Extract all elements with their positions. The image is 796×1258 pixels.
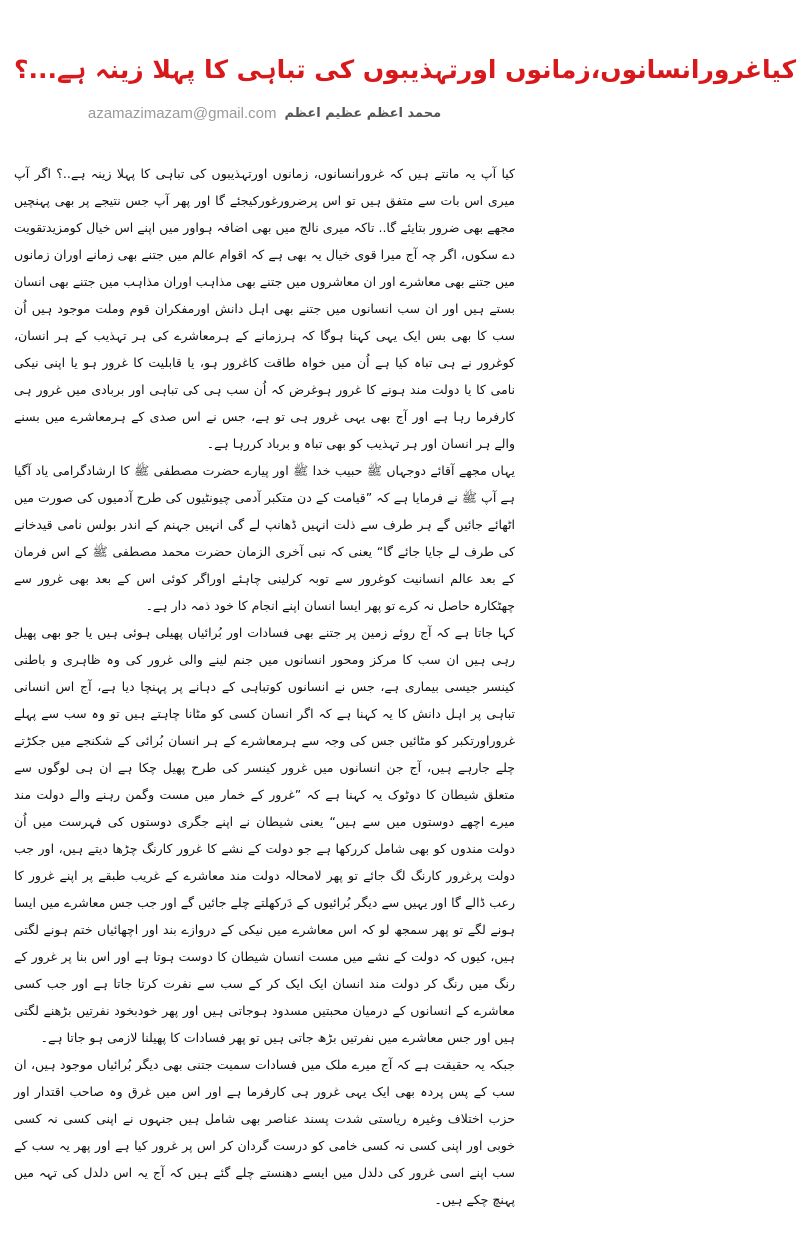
paragraph: یہاں مجھے آقائے دوجہاں ﷺ حبیب خدا ﷺ اور پیارے حضرت مصطفی ﷺ کا ارشادگرامی یاد آگیا ہے آپ ﷺ نے فرمایا ہے کہ ”قیامت کے دن متکبر آدمی چیونٹیوں کی طرح آدمیوں کی صورت میں اٹھائے جائیں گے ہر طرف سے ذلت انہیں ڈھانپ لے گی انہیں جہنم کے اندر بولس نامی قیدخانے کی طرف لے جایا جائے گا“ یعنی کہ نبی آخری الزمان حضرت محمد مصطفی ﷺ کے اس فرمان کے بعد عالم انسانیت کوغرور سے توبہ کرلینی چاہئے اوراگر کوئی اس کے بعد بھی غرور سے چھٹکارہ حاصل نہ کرے تو پھر ایسا انسان اپنے انجام کا خود ذمہ دار ہے۔ (14, 463, 515, 613)
paragraph: کیا آپ یہ مانتے ہیں کہ غرورانسانوں، زمانوں اورتہذیبوں کی تباہی کا پہلا زینہ ہے..؟ اگر آپ میری اس بات سے متفق ہیں تو اس پرضرورغورکیجئے گا اور پھر آپ جس نتیجے پر بھی پہنچیں مجھے بھی ضرور بتایئے گا.. تاکہ میری نالج میں بھی اضافہ ہواور میں اپنے اس خیال کومزیدتقویت دے سکوں، اگر چہ آج میرا قوی خیال یہ بھی ہے کہ اقوام عالم میں جتنے بھی زمانے اوران زمانوں میں جتنے بھی معاشرے اور ان معاشروں میں جتنے بھی مذاہب اوران مذاہب میں جتنے بھی انسان بستے ہیں اور ان سب انسانوں میں جتنے بھی اہل دانش اورمفکران قوم وملت موجود ہیں اُن سب کا بھی بس ایک یہی کہنا ہوگا کہ ہرزمانے کے ہرمعاشرے کی ہر تہذیب کے ہر انسان، کوغرور نے ہی تباہ کیا ہے اُن میں خواہ طاقت کاغرور ہو، یا قابلیت کا غرور ہو یا اپنی نیکی نامی کا یا دولت مند ہونے کا غرور ہوغرض کہ اُن سب ہی کی تباہی اور بربادی میں غرور ہی کارفرما رہا ہے اور آج بھی یہی غرور ہی تو ہے، جس نے اس صدی کے ہرمعاشرے میں بسنے والے ہر انسان اور ہر تہذیب کو بھی تباہ و برباد کررہا ہے۔ (14, 166, 515, 451)
author-email[interactable]: azamazimazam@gmail.com (87, 104, 277, 122)
article-body (14, 160, 515, 1245)
paragraph: جبکہ یہ حقیقت ہے کہ آج میرے ملک میں فسادات سمیت جتنی بھی دیگر بُرائیاں موجود ہیں، ان سب کے پس پردہ بھی ایک یہی غرور ہی کارفرما ہے اور اس میں غرق وہ صاحب اقتدار اور حزب اختلاف وغیرہ ریاستی شدت پسند عناصر بھی شامل ہیں جنہوں نے اپنی کسی نہ کسی خوبی اور اپنی کسی نہ کسی خامی کو درست گردان کر اس پر غرور کیا ہے اور پھر یہ سب کے سب اپنے اسی غرور کی دلدل میں ایسے دھنستے چلے گئے ہیں کہ آج یہ اس دلدل کی تہہ میں پہنچ چکے ہیں۔ (14, 1057, 515, 1207)
article-title: کیاغرورانسانوں،زمانوں اورتہذیبوں کی تباہی کا پہلا زینہ ہے...؟ (14, 55, 796, 84)
paragraph: کہا جاتا ہے کہ آج روئے زمین پر جتنے بھی فسادات اور بُرائیاں پھیلی ہوئی ہیں یا جو بھی پھیل رہی ہیں ان سب کا مرکز ومحور انسانوں میں جنم لینے والی غرور کی وہ ظاہری و باطنی کینسر جیسی بیماری ہے، جس نے انسانوں کوتباہی کے دہانے پر پہنچا دیا ہے، آج اس انسانی تباہی پر اہل دانش کا یہ کہنا ہے کہ اگر انسان کسی کو مٹانا چاہتے ہیں تو وہ سب سے پہلے غروراورتکبر کو مٹائیں جس کی وجہ سے ہرمعاشرے کے ہر انسان بُرائی کے شکنجے میں جکڑتے چلے جارہے ہیں، آج جن انسانوں میں غرور کینسر کی طرح پھیل چکا ہے ان ہی لوگوں سے متعلق شیطان کا دوٹوک یہ کہنا ہے کہ ”غرور کے خمار میں مست وگمن رہنے والے دولت مند میرے اچھے دوستوں میں سے ہیں“ یعنی شیطان نے اپنے جگری دوستوں کی فہرست میں اُن دولت مندوں کو بھی شامل کررکھا ہے جو دولت کے نشے کا غرور کارنگ چڑھا دیتے ہیں، اور جب دولت پرغرور کارنگ لگ جائے تو پھر لامحالہ دولت مند معاشرے کے غریب طبقے پر اپنے غرور کا رعب ڈالے گا اور یہیں سے دیگر بُرائیوں کے دَرکھلتے چلے جائیں گے اور جب جس معاشرے میں ایسا ہونے لگے تو پھر سمجھ لو کہ اس معاشرے میں نیکی کے دروازے بند اور اچھائیاں ختم ہونے لگتی ہیں، کیوں کہ دولت کے نشے میں مست انسان شیطان کا دوست ہوتا ہے اور اس بنا پر غرور کے رنگ میں رنگ کر دولت مند انسان ایک ایک کر کے سب سے نفرت کرتا جاتا ہے اور جب کسی معاشرے کے انسانوں کے درمیان محبتیں مسدود ہوجاتی ہیں اور پھر خودبخود نفرتیں بڑھنے لگتی ہیں اور جس معاشرے میں نفرتیں بڑھ جاتی ہیں تو پھر فسادات کا پھیلنا لازمی ہو جاتا ہے۔ (14, 625, 515, 1045)
byline (14, 98, 515, 128)
author-name: محمد اعظم عظیم اعظم (284, 105, 442, 121)
